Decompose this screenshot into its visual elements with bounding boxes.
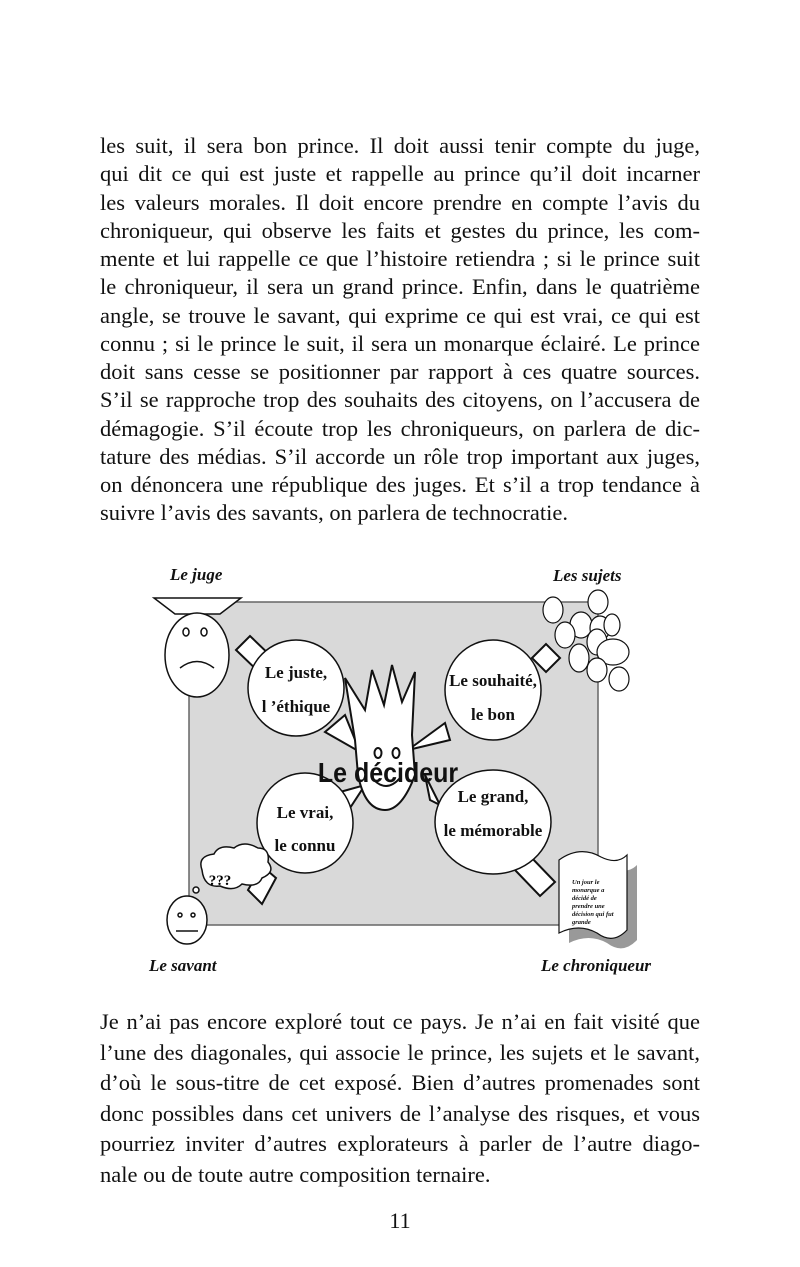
bubble-just-line2: l ’éthique xyxy=(261,697,331,716)
text-line: donc possibles dans cet univers de l’analyse des risques, et vous xyxy=(100,1100,700,1126)
label-subjects: Les sujets xyxy=(553,566,622,585)
scroll-line: grande xyxy=(572,919,591,926)
bubble-true-line2: le connu xyxy=(274,836,336,855)
text-line: suivre l’avis des savants, on parlera de technocratie. xyxy=(100,500,568,526)
scroll-line: prendre une xyxy=(572,903,605,910)
text-line: les suit, il sera bon prince. Il doit aussi tenir compte du juge, xyxy=(100,133,700,158)
text-line: angle, se trouve le savant, qui exprime ce qui est vrai, ce qui est xyxy=(100,302,700,328)
scroll-line: monarque a xyxy=(572,887,605,894)
text-line: le chroniqueur, il sera un grand prince. Enfin, dans le quatrième xyxy=(100,274,700,300)
thought-text: ??? xyxy=(208,873,232,889)
label-chronicler: Le chroniqueur xyxy=(541,956,652,975)
text-line: démagogie. S’il écoute trop les chroniqueurs, on parlera de dic- xyxy=(100,415,700,441)
text-line: l’une des diagonales, qui associe le prince, les sujets et le savant, xyxy=(100,1039,700,1065)
scroll-icon xyxy=(559,852,637,949)
text-line: nale ou de toute autre composition ternaire. xyxy=(100,1161,491,1187)
text-line: mente et lui rappelle ce que l’histoire retiendra ; si le prince suit xyxy=(100,246,700,271)
text-line: on dénoncera une république des juges. Et s’il a trop tendance à xyxy=(100,472,700,497)
page-number: 11 xyxy=(389,1208,411,1233)
bubble-just xyxy=(248,640,344,736)
scroll-line: décidé de xyxy=(572,895,597,902)
text-line: pourriez inviter d’autres explorateurs à parler de l’autre diago- xyxy=(100,1131,700,1157)
text-line: Je n’ai pas encore exploré tout ce pays. Je n’ai en fait visité que xyxy=(100,1009,700,1034)
text-line: tature des médias. S’il accorde un rôle trop important aux juges, xyxy=(100,443,700,469)
bubble-wished-line1: Le souhaité, xyxy=(449,671,537,690)
text-line: doit sans cesse se positionner par rapport à ces quatre sources. xyxy=(100,359,700,384)
text-line: les valeurs morales. Il doit encore prendre en compte l’avis du xyxy=(100,189,700,215)
label-scholar: Le savant xyxy=(149,956,217,975)
text-line: connu ; si le prince le suit, il sera un monarque éclairé. Le prince xyxy=(100,330,700,356)
bubble-just-line1: Le juste, xyxy=(264,663,328,682)
paragraph-1 xyxy=(100,132,700,528)
bubble-true-line1: Le vrai, xyxy=(276,803,334,822)
bubble-wished-line2: le bon xyxy=(471,705,515,724)
text-line: d’où le sous-titre de cet exposé. Bien d’autres promenades sont xyxy=(100,1070,700,1096)
paragraph-2 xyxy=(100,1007,700,1191)
bubble-wished xyxy=(445,640,541,740)
text-line: qui dit ce qui est juste et rappelle au prince qu’il doit incarner xyxy=(100,161,700,187)
diagram-drawing xyxy=(140,560,660,980)
decider-label: Le décideur xyxy=(317,757,459,789)
text-line: S’il se rapproche trop des souhaits des citoyens, on l’accusera de xyxy=(100,387,700,413)
scroll-line: décision qui fut xyxy=(572,911,614,918)
bubble-great-line1: Le grand, xyxy=(457,787,529,806)
scroll-line: Un jour le xyxy=(572,879,600,886)
decision-diagram xyxy=(140,560,660,980)
label-judge: Le juge xyxy=(170,565,223,584)
bubble-great-line2: le mémorable xyxy=(443,821,543,840)
text-line: chroniqueur, qui observe les faits et gestes du prince, les com- xyxy=(100,217,700,243)
